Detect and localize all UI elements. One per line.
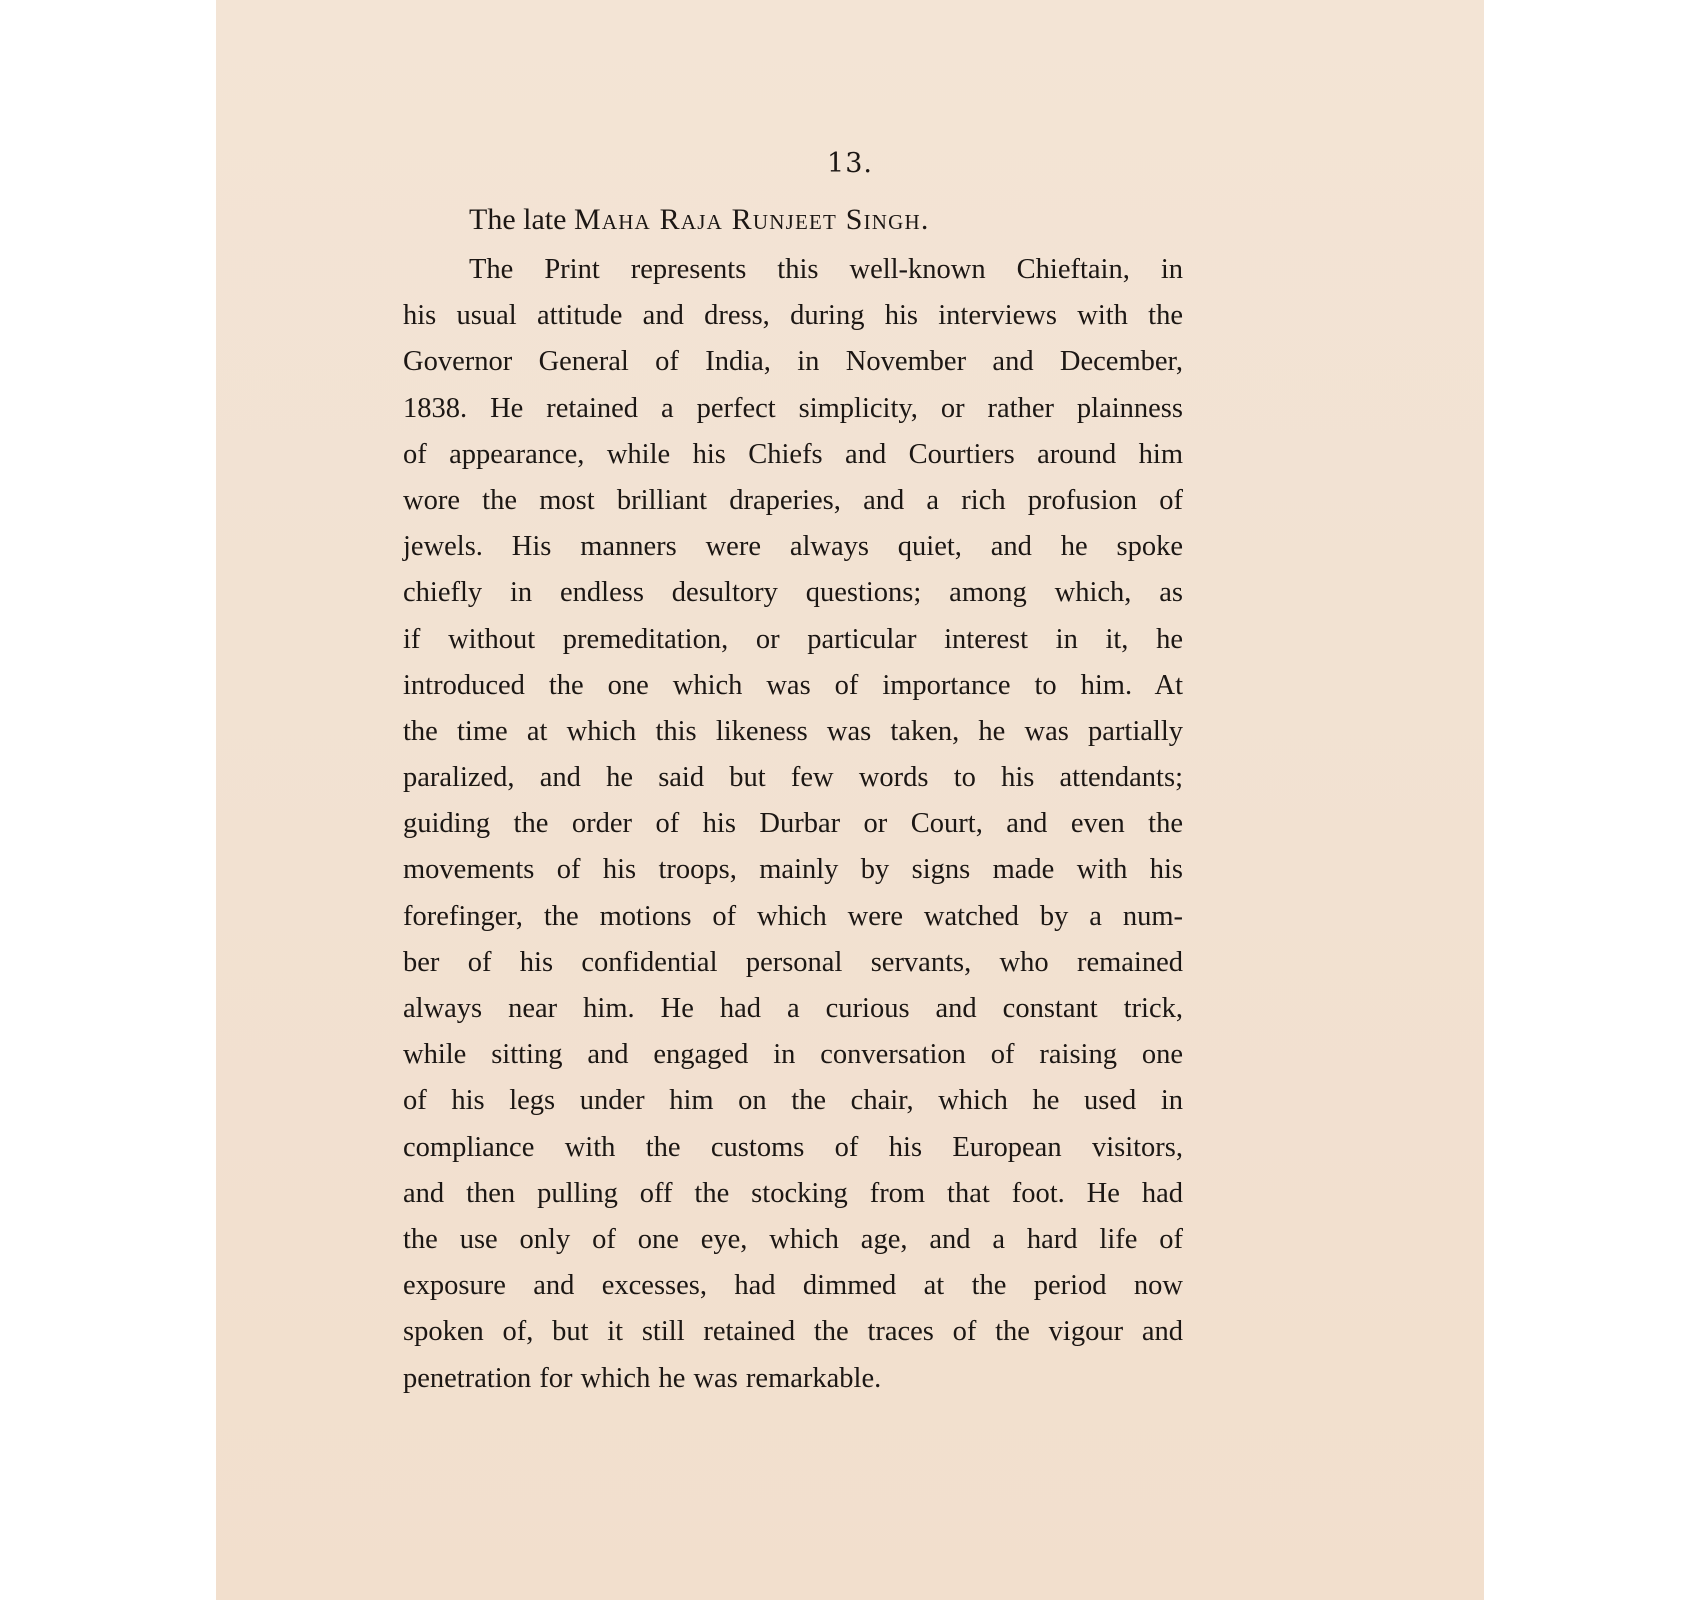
text-line: wore the most brilliant draperies, and a rich profusion of [403, 484, 1183, 516]
text-line: his usual attitude and dress, during his interviews with the [403, 300, 1183, 332]
text-line: jewels. His manners were always quiet, and he spoke [403, 531, 1183, 563]
text-line: and then pulling off the stocking from that foot. He had [403, 1177, 1183, 1209]
heading-prefix: The late [469, 203, 567, 236]
text-line: of appearance, while his Chiefs and Courtiers around him [403, 438, 1183, 470]
text-line: 1838. He retained a perfect simplicity, or rather plainness [403, 392, 1183, 424]
body-paragraph [403, 247, 1183, 1402]
text-line: if without premeditation, or particular interest in it, he [403, 623, 1183, 655]
text-line: guiding the order of his Durbar or Court, and even the [403, 808, 1183, 840]
text-line: the time at which this likeness was taken, he was partially [403, 715, 1183, 747]
page-number: 13. [827, 148, 873, 179]
text-line: compliance with the customs of his European visitors, [403, 1131, 1183, 1163]
section-heading [469, 203, 930, 237]
text-line: chiefly in endless desultory questions; among which, as [403, 577, 1183, 609]
text-line: The Print represents this well-known Chieftain, in [469, 254, 1183, 285]
text-line: penetration for which he was remarkable. [403, 1362, 882, 1394]
text-line: the use only of one eye, which age, and a hard life of [403, 1223, 1183, 1255]
text-line: paralized, and he said but few words to his attendants; [403, 762, 1183, 794]
text-line: movements of his troops, mainly by signs made with his [403, 854, 1183, 886]
text-line: of his legs under him on the chair, which he used in [403, 1085, 1183, 1117]
text-line: exposure and excesses, had dimmed at the period now [403, 1270, 1183, 1302]
text-line: forefinger, the motions of which were watched by a num- [403, 900, 1183, 932]
text-line: Governor General of India, in November and December, [403, 346, 1183, 378]
text-line: while sitting and engaged in conversation of raising one [403, 1039, 1183, 1071]
heading-name: Maha Raja Runjeet Singh. [573, 203, 930, 236]
text-line: spoken of, but it still retained the traces of the vigour and [403, 1316, 1183, 1348]
text-line: ber of his confidential personal servants, who remained [403, 946, 1183, 978]
text-line: always near him. He had a curious and constant trick, [403, 993, 1183, 1024]
text-line: introduced the one which was of importance to him. At [403, 669, 1183, 701]
page-sheet [216, 0, 1484, 1600]
